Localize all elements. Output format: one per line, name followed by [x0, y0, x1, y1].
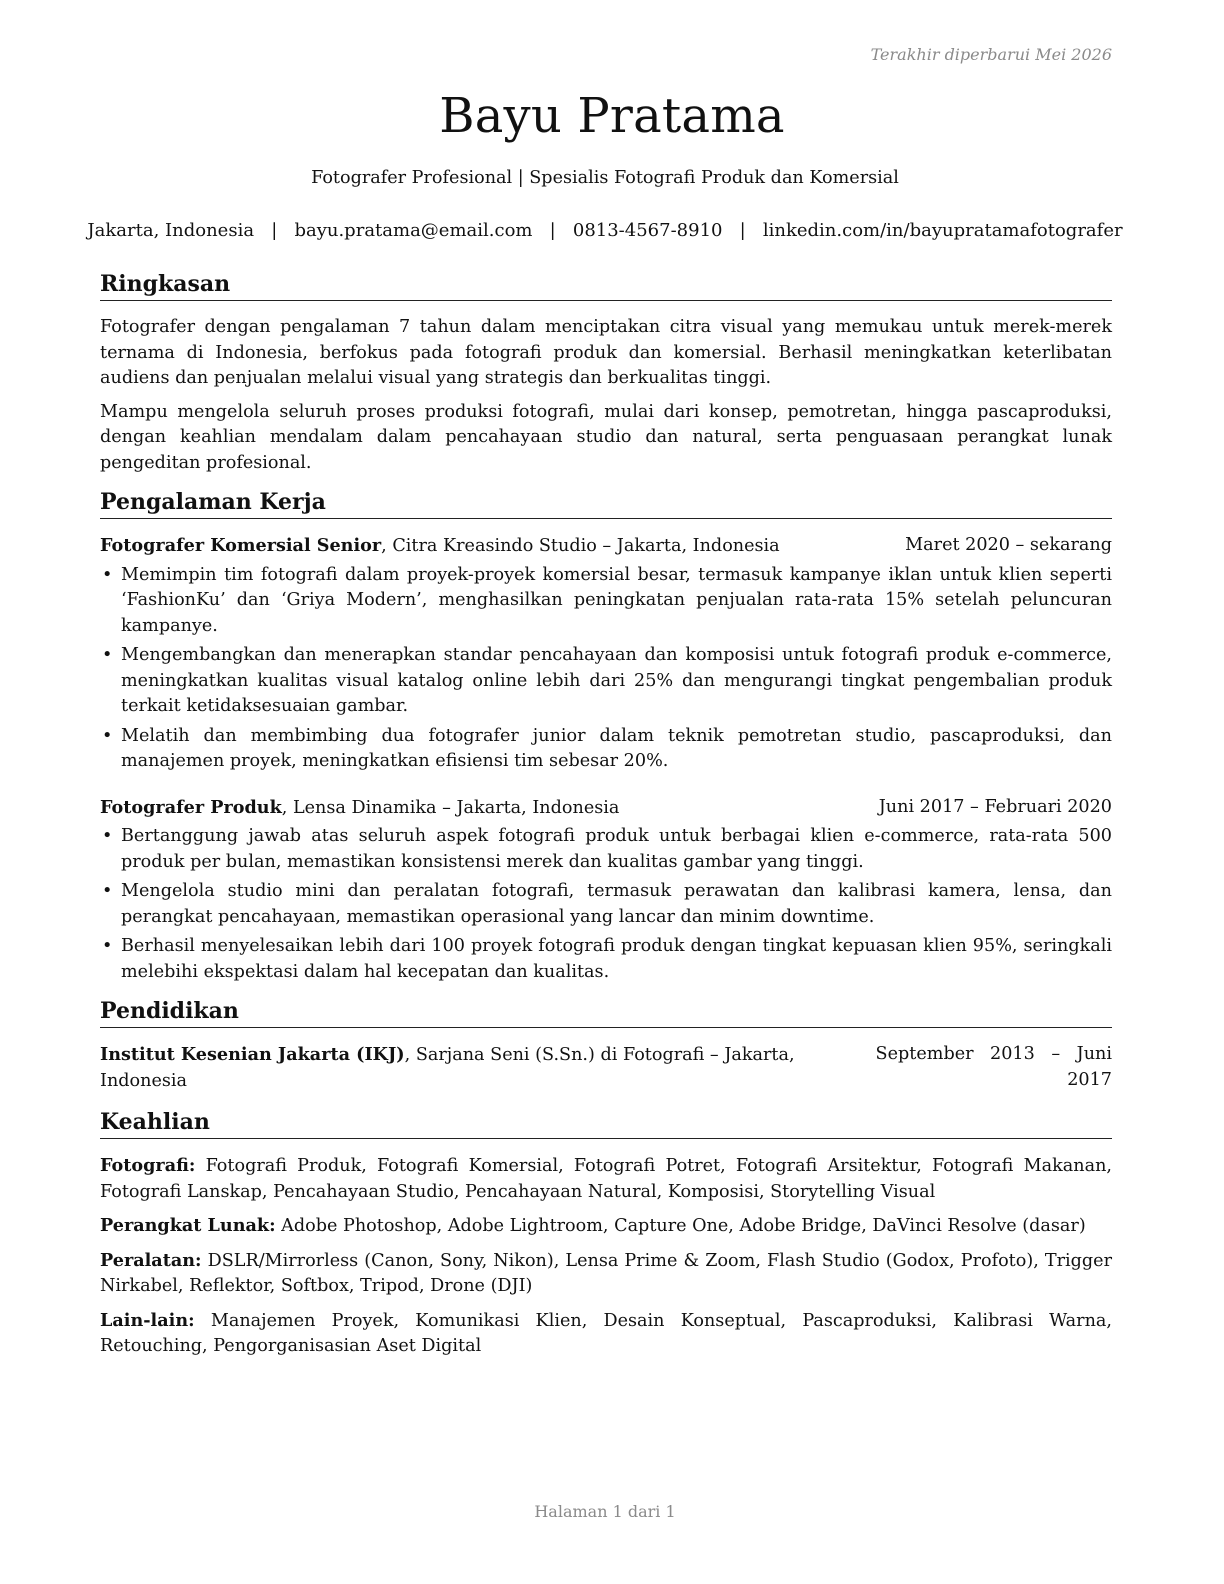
job-bullet	[100, 824, 1112, 875]
bullet-text: Memimpin tim fotografi dalam proyek-proyek komersial besar, termasuk kampanye iklan untuk klien seperti ‘FashionKu’ dan ‘Griya Modern’, menghasilkan peningkatan penjualan rata-rata 15% setelah peluncuran kampanye.	[121, 564, 1112, 636]
education-dates: September 2013 – Juni 2017	[875, 1044, 1112, 1090]
skill-row	[100, 1308, 1112, 1360]
page-number: Halaman 1 dari 1	[534, 1502, 676, 1521]
education-line	[100, 1042, 876, 1094]
bullet-text: Melatih dan membimbing dua fotografer junior dalam teknik pemotretan studio, pascaproduksi, dan manajemen proyek, meningkatkan efisiensi tim sebesar 20%.	[121, 725, 1112, 771]
skill-value: Fotografi Produk, Fotografi Komersial, Fotografi Potret, Fotografi Arsitektur, Fotografi Makanan, Fotografi Lanskap, Pencahayaan Studio, Pencahayaan Natural, Komposisi, Storytelling Visual	[100, 1156, 1112, 1202]
section-title-experience: Pengalaman Kerja	[100, 488, 1112, 519]
job-role: Fotografer Komersial Senior	[100, 535, 382, 556]
job-bullet	[100, 934, 1112, 985]
job-bullet	[100, 563, 1112, 640]
skill-label: Fotografi:	[100, 1155, 196, 1176]
job-title-line	[100, 533, 780, 560]
tagline: Fotografer Profesional | Spesialis Fotografi Produk dan Komersial	[311, 168, 899, 188]
section-title-summary: Ringkasan	[100, 270, 1112, 301]
job-dates: Maret 2020 – sekarang	[905, 535, 1112, 555]
education-school: Institut Kesenian Jakarta (IKJ)	[100, 1044, 405, 1065]
experience-section	[100, 488, 1112, 985]
job-org: , Citra Kreasindo Studio – Jakarta, Indonesia	[381, 536, 780, 556]
summary-paragraph: Fotografer dengan pengalaman 7 tahun dalam menciptakan citra visual yang memukau untuk merek-merek ternama di Indonesia, berfokus pada fotografi produk dan komersial. Berhasil meningkatkan keterlibatan audiens dan penjualan melalui visual yang strategis dan berkualitas tinggi.	[100, 317, 1112, 388]
summary-paragraph: Mampu mengelola seluruh proses produksi fotografi, mulai dari konsep, pemotretan, hingga pascaproduksi, dengan keahlian mendalam dalam pencahayaan studio dan natural, serta penguasaan perangkat lunak pengeditan profesional.	[100, 401, 1112, 473]
job-title-line	[100, 795, 619, 822]
skill-label: Lain-lain:	[100, 1309, 195, 1331]
section-title-education: Pendidikan	[100, 997, 1112, 1028]
bullet-icon: •	[102, 936, 113, 956]
summary-section	[100, 270, 1112, 476]
job-header	[100, 795, 1112, 822]
bullet-icon: •	[102, 645, 113, 665]
job-header	[100, 533, 1112, 560]
job-entry	[100, 795, 1112, 986]
job-bullets	[100, 824, 1112, 985]
candidate-name: Bayu Pratama	[439, 88, 785, 144]
job-bullet	[100, 879, 1112, 930]
bullet-text: Mengembangkan dan menerapkan standar pencahayaan dan komposisi untuk fotografi produk e-commerce, meningkatkan kualitas visual katalog online lebih dari 25% dan mengurangi tingkat pengembalian produk terkait ketidaksesuaian gambar.	[121, 645, 1112, 716]
education-detail: , Sarjana Seni (S.Sn.) di Fotografi – Jakarta, Indonesia	[100, 1045, 795, 1091]
job-dates: Juni 2017 – Februari 2020	[878, 796, 1112, 817]
section-title-skills: Keahlian	[100, 1108, 1112, 1139]
job-bullets	[100, 563, 1112, 775]
contact-line: Jakarta, Indonesia | bayu.pratama@email.com | 0813-4567-8910 | linkedin.com/in/bayupratamafotografer	[87, 220, 1123, 241]
skill-value: DSLR/Mirrorless (Canon, Sony, Nikon), Lensa Prime & Zoom, Flash Studio (Godox, Profoto), Trigger Nirkabel, Reflektor, Softbox, Tripod, Drone (DJI)	[100, 1250, 1112, 1296]
bullet-text: Bertanggung jawab atas seluruh aspek fotografi produk untuk berbagai klien e-commerce, rata-rata 500 produk per bulan, memastikan konsistensi merek dan kualitas gambar yang tinggi.	[121, 826, 1112, 872]
job-role: Fotografer Produk	[100, 796, 282, 818]
bullet-icon: •	[102, 564, 113, 585]
job-entry	[100, 533, 1112, 775]
bullet-text: Berhasil menyelesaikan lebih dari 100 proyek fotografi produk dengan tingkat kepuasan klien 95%, seringkali melebihi ekspektasi dalam hal kecepatan dan kualitas.	[121, 936, 1112, 982]
job-bullet	[100, 643, 1112, 720]
resume-body	[100, 270, 1112, 1372]
skill-value: Adobe Photoshop, Adobe Lightroom, Capture One, Adobe Bridge, DaVinci Resolve (dasar)	[275, 1216, 1086, 1236]
skill-row	[100, 1248, 1112, 1300]
skill-value: Manajemen Proyek, Komunikasi Klien, Desain Konseptual, Pascaproduksi, Kalibrasi Warna, Retouching, Pengorganisasian Aset Digital	[100, 1310, 1112, 1356]
education-entry	[100, 1042, 1112, 1094]
education-section	[100, 997, 1112, 1094]
skill-row	[100, 1213, 1112, 1240]
bullet-icon: •	[102, 881, 113, 901]
skills-section	[100, 1108, 1112, 1360]
skill-label: Perangkat Lunak:	[100, 1215, 276, 1236]
job-org: , Lensa Dinamika – Jakarta, Indonesia	[281, 797, 620, 818]
bullet-icon: •	[102, 725, 113, 746]
job-bullet	[100, 724, 1112, 775]
skill-label: Peralatan:	[100, 1249, 202, 1271]
skill-row	[100, 1153, 1112, 1205]
bullet-text: Mengelola studio mini dan peralatan fotografi, termasuk perawatan dan kalibrasi kamera, lensa, dan perangkat pencahayaan, memastikan operasional yang lancar dan minim downtime.	[121, 881, 1112, 927]
bullet-icon: •	[102, 826, 113, 846]
last-updated-note: Terakhir diperbarui Mei 2026	[870, 45, 1112, 64]
